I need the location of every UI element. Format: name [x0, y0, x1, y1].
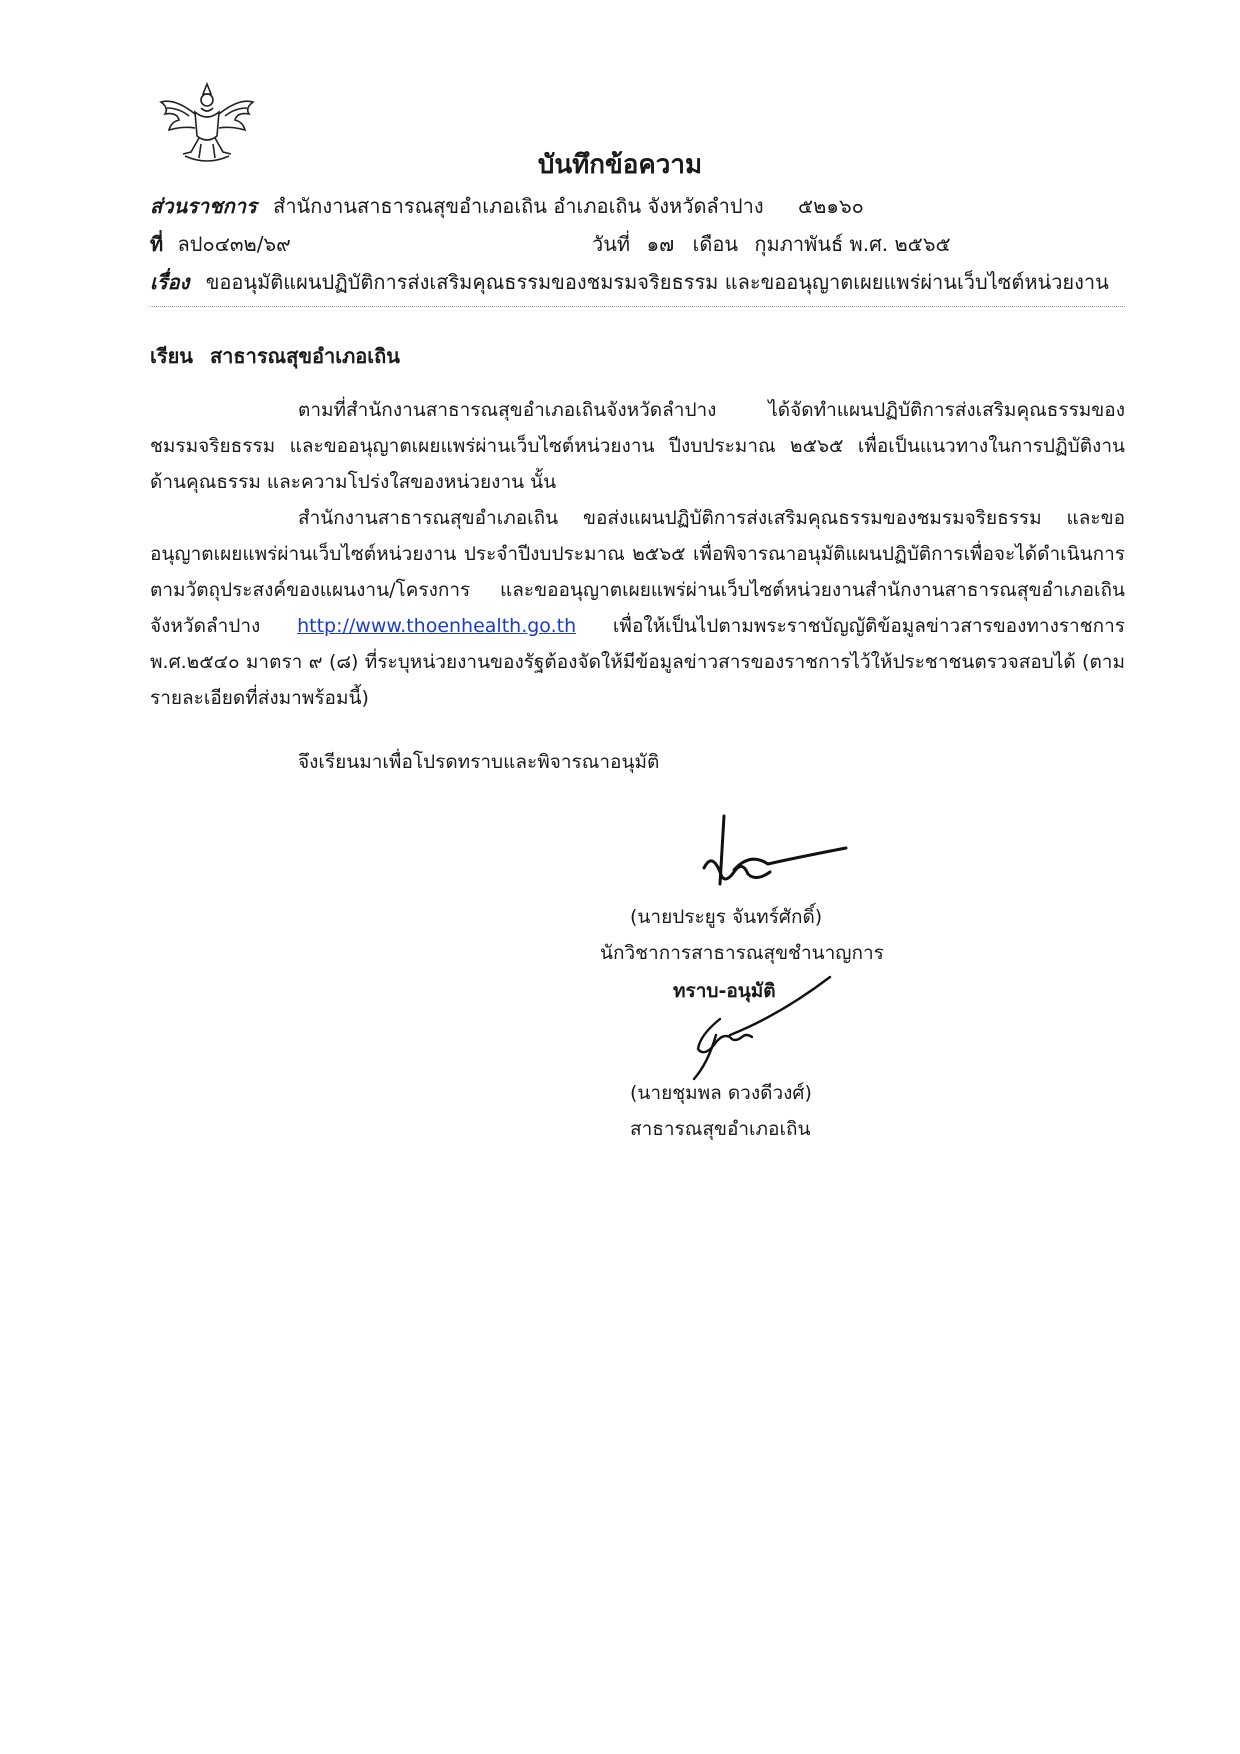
subject-line	[150, 266, 1109, 298]
agency-name: สำนักงานสาธารณสุขอำเภอเถิน อำเภอเถิน จังหวัดลำปาง	[273, 194, 764, 218]
body-paragraph-2-text: สำนักงานสาธารณสุขอำเภอเถิน ขอส่งแผนปฏิบัติการส่งเสริมคุณธรรมของชมรมจริยธรรม และขออนุญาตเผยแพร่ผ่านเว็บไซต์หน่วยงาน ประจำปีงบประมาณ ๒๕๖๕ เพื่อพิจารณาอนุมัติแผนปฏิบัติการเพื่อจะได้ดำเนินการตามวัตถุประสงค์ของแผนงาน/โครงการ และขออนุญาตเผยแพร่ผ่านเว็บไซต์หน่วยงานสำนักงานสาธารณสุขอำเภอเถิน จังหวัดลำปาง	[150, 507, 1125, 637]
date-label: วันที่	[592, 232, 631, 256]
signer-1-position: นักวิชาการสาธารณสุขชำนาญการ	[600, 942, 884, 964]
body-paragraph-2	[150, 500, 1125, 716]
body-paragraph-1-text: ตามที่สำนักงานสาธารณสุขอำเภอเถินจังหวัดลำปาง ได้จัดทำแผนปฏิบัติการส่งเสริมคุณธรรมของชมรมจริยธรรม และขออนุญาตเผยแพร่ผ่านเว็บไซต์หน่วยงาน ปีงบประมาณ ๒๕๖๕ เพื่อเป็นแนวทางในการปฏิบัติงานด้านคุณธรรม และความโปร่งใสของหน่วยงาน นั้น	[150, 399, 1125, 493]
subject-text: ขออนุมัติแผนปฏิบัติการส่งเสริมคุณธรรมของชมรมจริยธรรม และขออนุญาตเผยแพร่ผ่านเว็บไซต์หน่วยงาน	[205, 270, 1109, 294]
closing-text: จึงเรียนมาเพื่อโปรดทราบและพิจารณาอนุมัติ	[298, 751, 660, 773]
signature-2	[680, 975, 840, 1085]
memo-title: บันทึกข้อความ	[537, 150, 703, 180]
date-day: ๑๗	[646, 232, 675, 256]
ref-number: ลป๐๔๓๒/๖๙	[177, 232, 291, 256]
header-divider	[150, 306, 1125, 307]
signer-1-name: (นายประยูร จันทร์ศักดิ์)	[630, 906, 823, 928]
approval-text: ทราบ-อนุมัติ	[673, 980, 776, 1002]
website-link[interactable]: http://www.thoenhealth.go.th	[297, 615, 577, 637]
ref-label: ที่	[150, 232, 164, 256]
salutation	[150, 340, 400, 372]
date-line	[592, 228, 951, 260]
date-month-year: กุมภาพันธ์ พ.ศ. ๒๕๖๕	[754, 232, 951, 256]
postcode: ๕๒๑๖๐	[797, 194, 864, 218]
closing-line	[150, 744, 1125, 780]
agency-line	[150, 190, 864, 222]
agency-label: ส่วนราชการ	[150, 194, 257, 218]
to-label: เรียน	[150, 344, 193, 368]
ref-line	[150, 228, 291, 260]
signature-1	[690, 812, 860, 892]
body-paragraph-2-tail: เพื่อให้เป็นไปตามพระราชบัญญัติข้อมูลข่าวสารของทางราชการ พ.ศ.๒๕๔๐ มาตรา ๙ (๘) ที่ระบุหน่วยงานของรัฐต้องจัดให้มีข้อมูลข่าวสารของราชการไว้ให้ประชาชนตรวจสอบได้ (ตามรายละเอียดที่ส่งมาพร้อมนี้)	[150, 615, 1125, 709]
month-label: เดือน	[692, 232, 739, 256]
signer-2-position: สาธารณสุขอำเภอเถิน	[630, 1118, 811, 1140]
to-recipient: สาธารณสุขอำเภอเถิน	[209, 344, 400, 368]
subject-label: เรื่อง	[150, 270, 190, 294]
signer-2-name: (นายชุมพล ดวงดีวงศ์)	[630, 1082, 812, 1104]
body-paragraph-1	[150, 392, 1125, 500]
